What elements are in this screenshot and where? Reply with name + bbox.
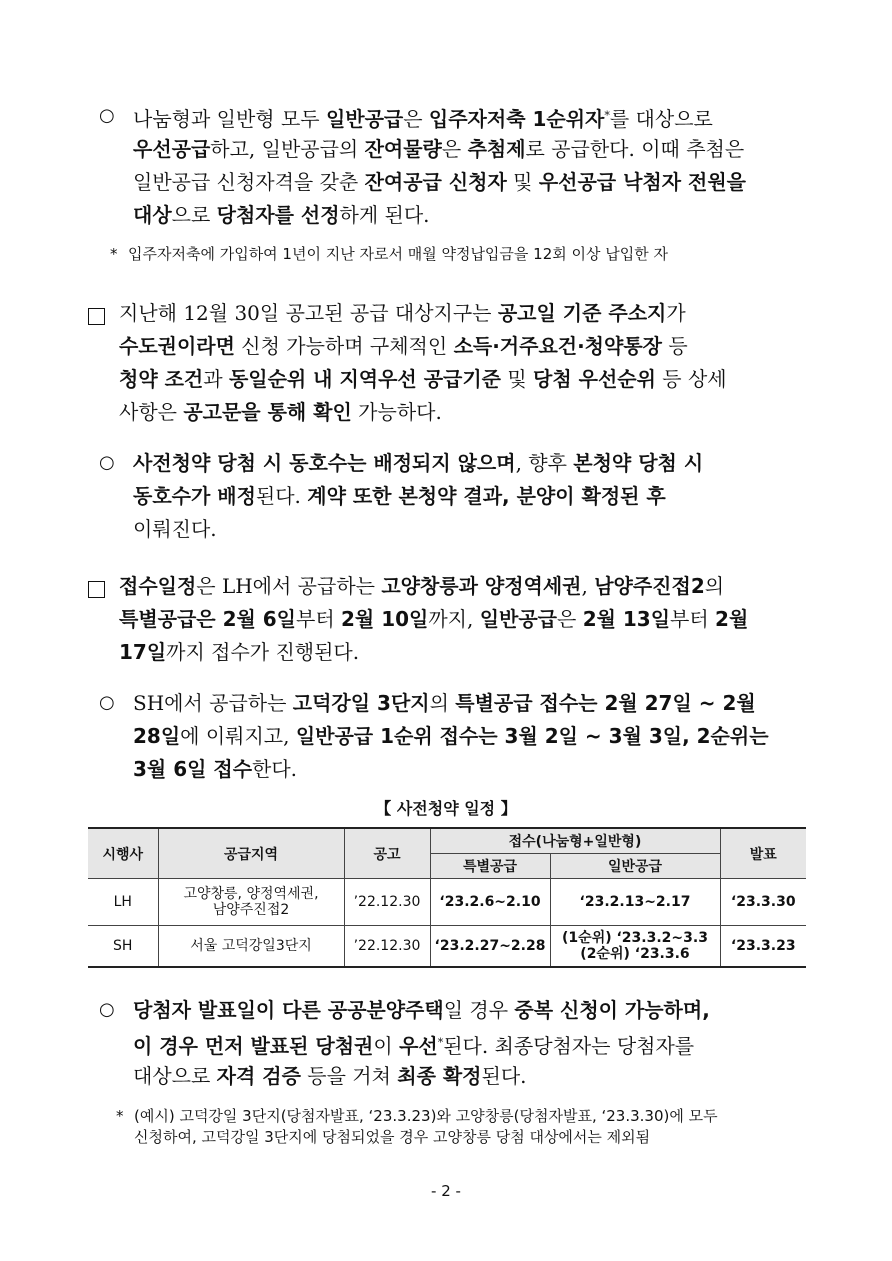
footnote-continued: 신청하여, 고덕강일 3단지에 당첨되었을 경우 고양창릉 당첨 대상에서는 제외됨 <box>134 1128 651 1146</box>
cell-region-line: 고양창릉, 양정역세권, <box>183 886 319 902</box>
cell-notice: ’22.12.30 <box>344 926 430 968</box>
cell-general <box>550 879 720 926</box>
cell-general <box>550 926 720 968</box>
asterisk-icon: * <box>110 245 118 263</box>
text-line: 대상으로 자격 검증 등을 거쳐 최종 확정된다. <box>133 1064 527 1088</box>
cell-special: ‘23.2.6~2.10 <box>430 879 550 926</box>
footnote: * 입주자저축에 가입하여 1년이 지난 자로서 매월 약정납입금을 12회 이상 납입한 자 <box>110 245 668 263</box>
header-notice: 공고 <box>344 828 430 879</box>
table-row <box>88 879 806 926</box>
text-line: 28일에 이뤄지고, 일반공급 1순위 접수는 3월 2일 ~ 3월 3일, 2순위는 <box>133 724 769 748</box>
text-line: 접수일정은 LH에서 공급하는 고양창릉과 양정역세권, 남양주진접2의 <box>119 574 725 598</box>
header-reception: 접수(나눔형+일반형) <box>430 828 720 854</box>
table-row <box>88 926 806 968</box>
cell-region <box>158 879 344 926</box>
schedule-table <box>88 827 806 968</box>
cell-special: ‘23.2.27~2.28 <box>430 926 550 968</box>
header-company: 시행사 <box>88 828 158 879</box>
cell-region-line: 남양주진접2 <box>212 902 290 918</box>
text-line: SH에서 공급하는 고덕강일 3단지의 특별공급 접수는 2월 27일 ~ 2월 <box>133 691 756 715</box>
text-line: 동호수가 배정된다. 계약 또한 본청약 결과, 분양이 확정된 후 <box>133 484 666 508</box>
header-general: 일반공급 <box>550 854 720 879</box>
square-bullet-icon <box>88 581 105 598</box>
text-line: 일반공급 신청자격을 갖춘 잔여공급 신청자 및 우선공급 낙첨자 전원을 <box>133 170 746 194</box>
header-region: 공급지역 <box>158 828 344 879</box>
text-line: 사항은 공고문을 통해 확인 가능하다. <box>119 400 442 424</box>
circle-bullet-icon: ○ <box>99 452 115 473</box>
footnote: * (예시) 고덕강일 3단지(당첨자발표, ‘23.3.23)와 고양창릉(당첨자발표, ‘23.3.30)에 모두 <box>116 1107 718 1125</box>
cell-notice: ’22.12.30 <box>344 879 430 926</box>
cell-announce: ‘23.3.30 <box>720 879 806 926</box>
text-line: 이뤄진다. <box>133 517 217 541</box>
cell-region <box>158 926 344 968</box>
text-line: 17일까지 접수가 진행된다. <box>119 640 360 664</box>
text-line: 사전청약 당첨 시 동호수는 배정되지 않으며, 향후 본청약 당첨 시 <box>133 451 704 475</box>
cell-general-line: ‘23.2.13~2.17 <box>579 894 691 910</box>
cell-general-line: (2순위) ‘23.3.6 <box>580 946 690 962</box>
cell-general-line: (1순위) ‘23.3.2~3.3 <box>562 930 708 946</box>
header-announce: 발표 <box>720 828 806 879</box>
circle-bullet-icon: ○ <box>99 999 115 1020</box>
text-line: 대상으로 당첨자를 선정하게 된다. <box>133 203 430 227</box>
cell-region-line: 서울 고덕강일3단지 <box>190 938 312 954</box>
text-line: 우선공급하고, 일반공급의 잔여물량은 추첨제로 공급한다. 이때 추첨은 <box>133 137 745 161</box>
circle-bullet-icon: ○ <box>99 692 115 713</box>
text-line: 나눔형과 일반형 모두 일반공급은 입주자저축 1순위자*를 대상으로 <box>133 107 713 131</box>
square-bullet-icon <box>88 308 105 325</box>
asterisk-icon: * <box>116 1107 124 1125</box>
text-line: 청약 조건과 동일순위 내 지역우선 공급기준 및 당첨 우선순위 등 상세 <box>119 367 727 391</box>
page-number: - 2 - <box>431 1182 461 1200</box>
text-line: 지난해 12월 30일 공고된 공급 대상지구는 공고일 기준 주소지가 <box>119 301 686 325</box>
header-special: 특별공급 <box>430 854 550 879</box>
text-line: 당첨자 발표일이 다른 공공분양주택일 경우 중복 신청이 가능하며, <box>133 998 710 1022</box>
circle-bullet-icon: ○ <box>99 105 115 126</box>
text-line: 수도권이라면 신청 가능하며 구체적인 소득·거주요건·청약통장 등 <box>119 334 688 358</box>
text-line: 특별공급은 2월 6일부터 2월 10일까지, 일반공급은 2월 13일부터 2월 <box>119 607 749 631</box>
text-line: 3월 6일 접수한다. <box>133 757 298 781</box>
cell-company: LH <box>88 879 158 926</box>
table-title: 【 사전청약 일정 】 <box>375 799 517 818</box>
text-line: 이 경우 먼저 발표된 당첨권이 우선*된다. 최종당첨자는 당첨자를 <box>133 1034 695 1058</box>
cell-announce: ‘23.3.23 <box>720 926 806 968</box>
cell-company: SH <box>88 926 158 968</box>
